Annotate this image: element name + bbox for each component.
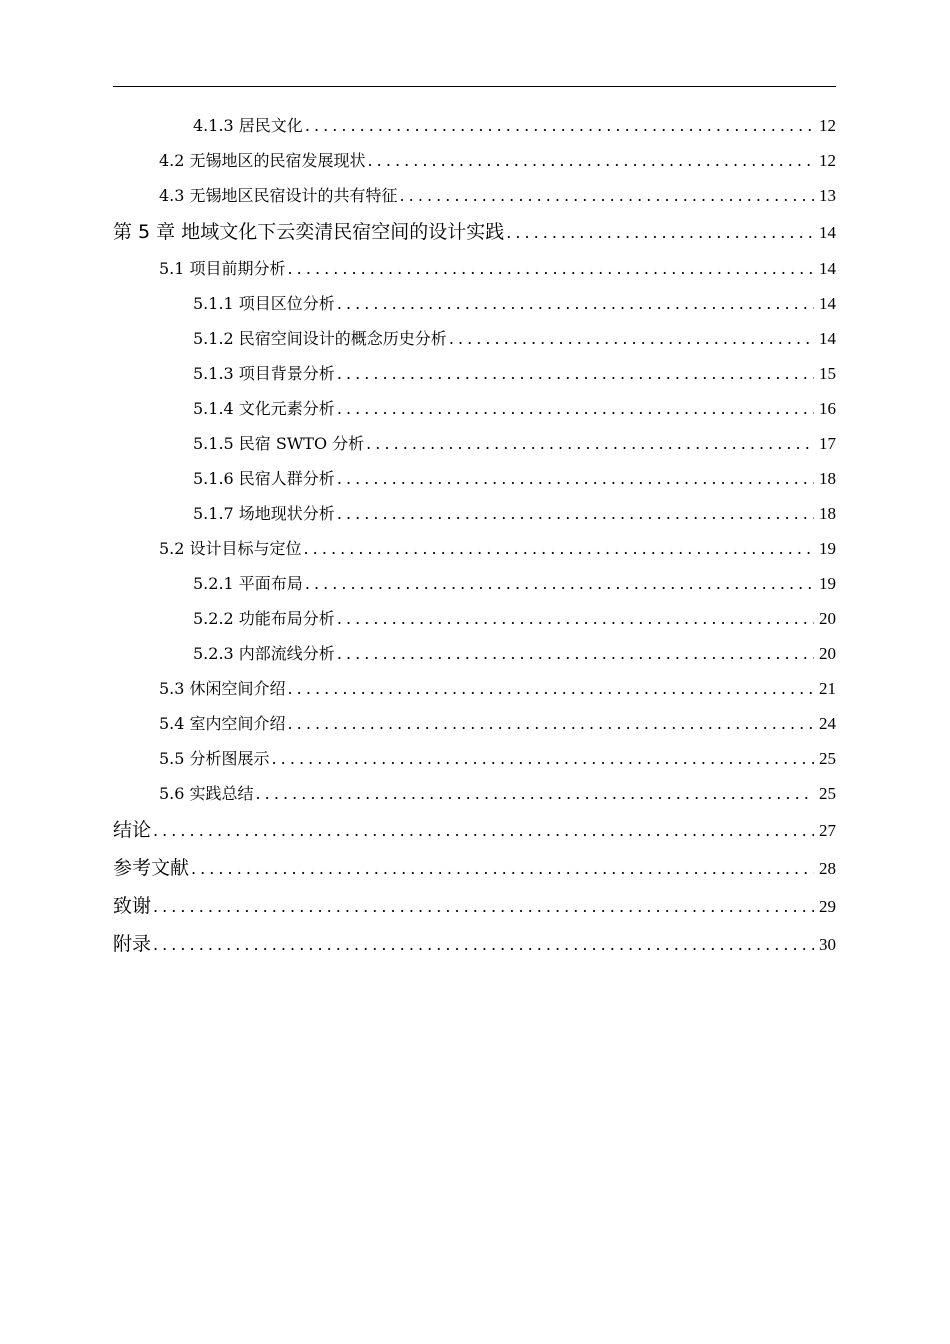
toc-entry[interactable] xyxy=(113,671,836,706)
toc-entry-title: 5.6 实践总结 xyxy=(159,784,254,803)
toc-entry-title: 结论 xyxy=(113,819,152,841)
toc-page-number: 12 xyxy=(819,116,836,135)
table-of-contents xyxy=(113,108,836,963)
toc-dot-leader xyxy=(153,926,814,963)
toc-page-number: 21 xyxy=(819,679,836,698)
toc-entry-title: 5.1.5 民宿 SWTO 分析 xyxy=(193,434,365,453)
toc-dot-leader xyxy=(400,178,814,213)
toc-entry-title: 5.5 分析图展示 xyxy=(159,749,270,768)
toc-entry-title: 参考文献 xyxy=(113,857,190,879)
toc-page-number: 18 xyxy=(819,469,836,488)
toc-entry[interactable] xyxy=(113,321,836,356)
toc-entry[interactable] xyxy=(113,636,836,671)
toc-entry[interactable] xyxy=(113,143,836,178)
toc-entry-title: 5.1.2 民宿空间设计的概念历史分析 xyxy=(193,329,447,348)
toc-page-number: 25 xyxy=(819,749,836,768)
toc-dot-leader xyxy=(337,601,814,636)
toc-entry[interactable] xyxy=(113,566,836,601)
toc-entry-title: 5.2.3 内部流线分析 xyxy=(193,644,335,663)
toc-page-number: 16 xyxy=(819,399,836,418)
toc-entry-title: 5.3 休闲空间介绍 xyxy=(159,679,286,698)
toc-dot-leader xyxy=(288,671,814,706)
toc-entry-title: 5.1.6 民宿人群分析 xyxy=(193,469,335,488)
toc-page-number: 20 xyxy=(819,609,836,628)
toc-page-number: 19 xyxy=(819,539,836,558)
toc-entry[interactable] xyxy=(113,776,836,811)
toc-entry-title: 致谢 xyxy=(113,895,152,917)
toc-dot-leader xyxy=(153,812,814,849)
toc-page-number: 24 xyxy=(819,714,836,733)
toc-entry-title: 4.3 无锡地区民宿设计的共有特征 xyxy=(159,186,398,205)
toc-dot-leader xyxy=(272,741,814,776)
toc-entry-title: 4.2 无锡地区的民宿发展现状 xyxy=(159,151,366,170)
toc-dot-leader xyxy=(337,636,814,671)
toc-page-number: 14 xyxy=(819,329,836,348)
toc-entry[interactable] xyxy=(113,887,836,925)
toc-page-number: 14 xyxy=(819,223,836,242)
toc-entry-title: 5.2.1 平面布局 xyxy=(193,574,303,593)
toc-entry[interactable] xyxy=(113,108,836,143)
toc-entry[interactable] xyxy=(113,741,836,776)
toc-dot-leader xyxy=(288,706,814,741)
toc-entry[interactable] xyxy=(113,356,836,391)
toc-dot-leader xyxy=(288,251,814,286)
toc-dot-leader xyxy=(305,108,814,143)
toc-page-number: 25 xyxy=(819,784,836,803)
toc-page-number: 15 xyxy=(819,364,836,383)
toc-dot-leader xyxy=(304,531,814,566)
header-rule xyxy=(113,86,836,87)
toc-entry-title: 第 5 章 地域文化下云奕清民宿空间的设计实践 xyxy=(113,221,505,243)
toc-entry[interactable] xyxy=(113,601,836,636)
toc-entry-title: 附录 xyxy=(113,933,152,955)
toc-dot-leader xyxy=(153,888,814,925)
toc-entry-title: 4.1.3 居民文化 xyxy=(193,116,303,135)
toc-entry[interactable] xyxy=(113,811,836,849)
toc-dot-leader xyxy=(368,143,814,178)
toc-entry-title: 5.2 设计目标与定位 xyxy=(159,539,302,558)
toc-dot-leader xyxy=(337,461,814,496)
toc-dot-leader xyxy=(366,426,814,461)
toc-dot-leader xyxy=(337,286,814,321)
toc-entry-title: 5.4 室内空间介绍 xyxy=(159,714,286,733)
toc-page-number: 30 xyxy=(819,935,836,954)
toc-page-number: 29 xyxy=(819,897,836,916)
toc-entry[interactable] xyxy=(113,461,836,496)
toc-page-number: 18 xyxy=(819,504,836,523)
toc-dot-leader xyxy=(506,214,814,251)
toc-page-number: 13 xyxy=(819,186,836,205)
toc-dot-leader xyxy=(337,356,814,391)
toc-entry[interactable] xyxy=(113,251,836,286)
toc-entry-title: 5.1.4 文化元素分析 xyxy=(193,399,335,418)
toc-entry[interactable] xyxy=(113,286,836,321)
toc-page-number: 20 xyxy=(819,644,836,663)
toc-page-number: 14 xyxy=(819,259,836,278)
toc-page-number: 17 xyxy=(819,434,836,453)
toc-dot-leader xyxy=(449,321,814,356)
toc-entry-title: 5.1 项目前期分析 xyxy=(159,259,286,278)
toc-page-number: 27 xyxy=(819,821,836,840)
toc-entry[interactable] xyxy=(113,496,836,531)
toc-entry[interactable] xyxy=(113,178,836,213)
toc-page-number: 19 xyxy=(819,574,836,593)
toc-entry[interactable] xyxy=(113,531,836,566)
toc-dot-leader xyxy=(337,496,814,531)
toc-entry[interactable] xyxy=(113,925,836,963)
toc-entry[interactable] xyxy=(113,213,836,251)
toc-entry-title: 5.1.3 项目背景分析 xyxy=(193,364,335,383)
toc-entry-title: 5.1.7 场地现状分析 xyxy=(193,504,335,523)
toc-entry[interactable] xyxy=(113,426,836,461)
toc-entry-title: 5.1.1 项目区位分析 xyxy=(193,294,335,313)
toc-entry[interactable] xyxy=(113,706,836,741)
toc-page-number: 28 xyxy=(819,859,836,878)
toc-dot-leader xyxy=(337,391,814,426)
toc-page-number: 14 xyxy=(819,294,836,313)
toc-dot-leader xyxy=(256,776,814,811)
toc-dot-leader xyxy=(305,566,814,601)
toc-entry[interactable] xyxy=(113,391,836,426)
toc-entry-title: 5.2.2 功能布局分析 xyxy=(193,609,335,628)
toc-entry[interactable] xyxy=(113,849,836,887)
toc-page-number: 12 xyxy=(819,151,836,170)
toc-dot-leader xyxy=(191,850,814,887)
